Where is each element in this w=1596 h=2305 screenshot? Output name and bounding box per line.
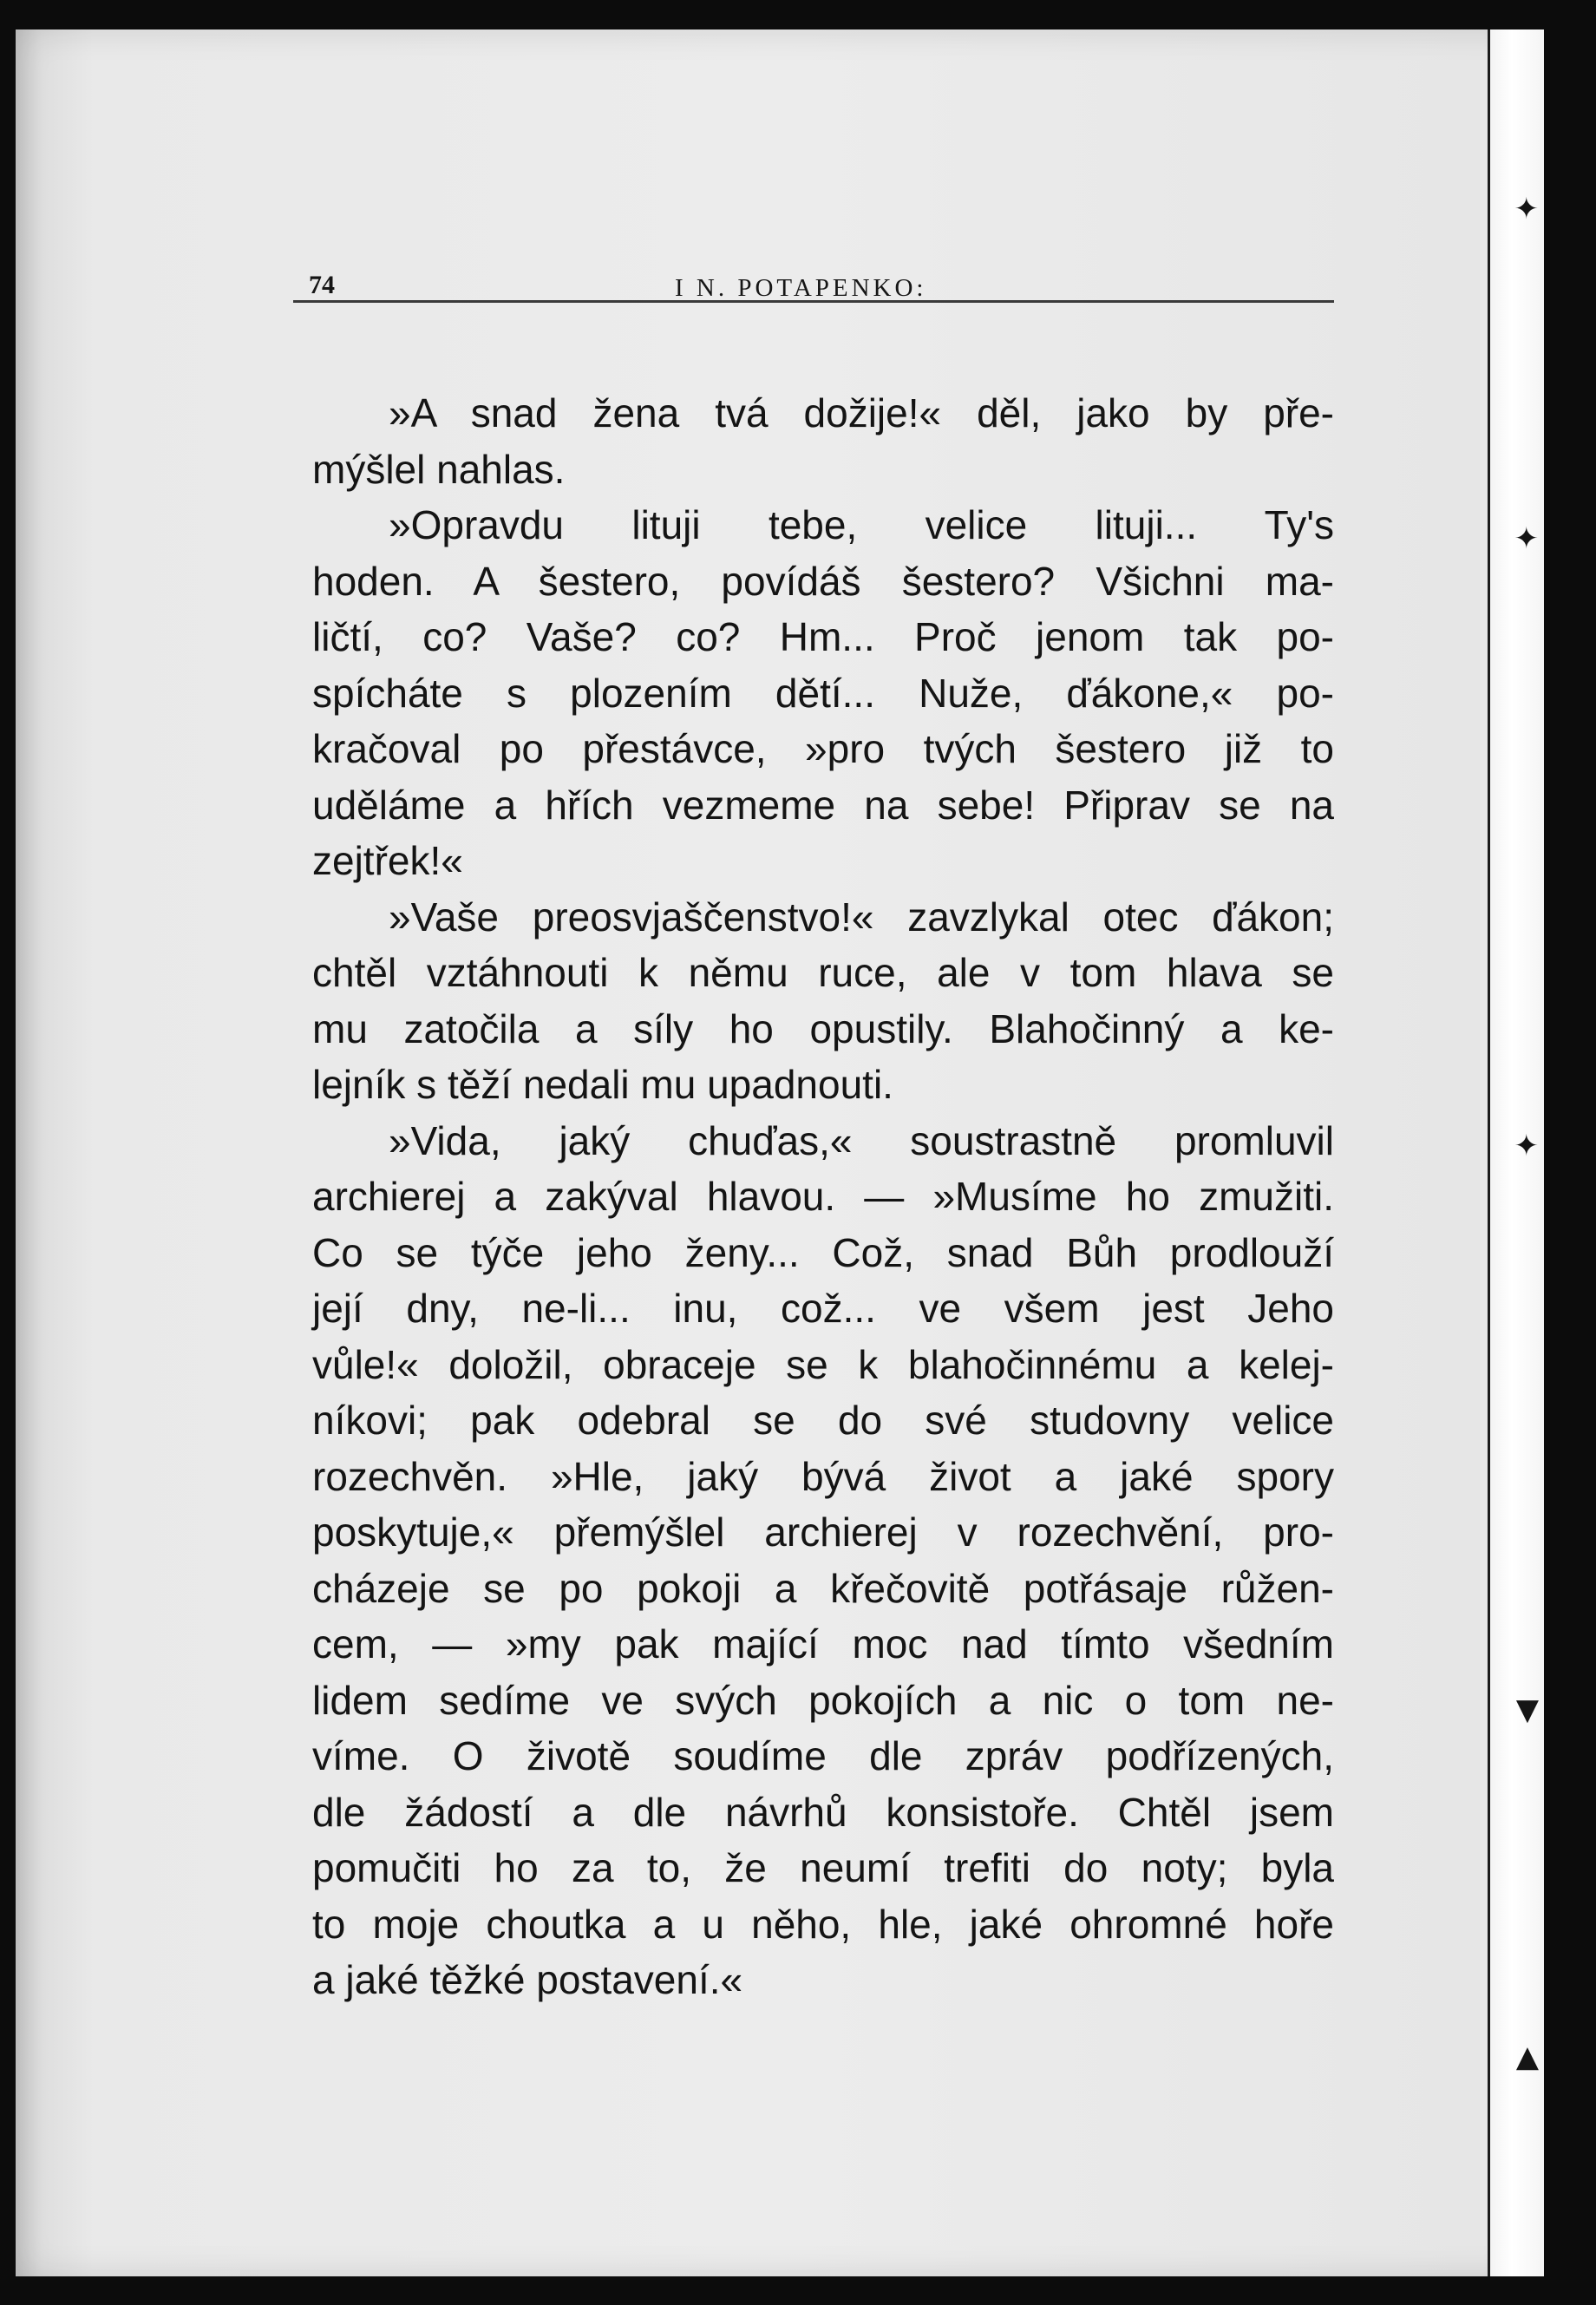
text-line: kračoval po přestávce, »pro tvých šestero již to (312, 726, 1334, 771)
text-line: dle žádostí a dle návrhů konsistoře. Chtěl jsem (312, 1789, 1334, 1835)
binding-mark-icon: ▼ (1515, 1693, 1539, 1727)
running-head: I N. POTAPENKO: (675, 274, 927, 302)
text-line: »Vaše preosvjaščenstvo!« zavzlykal otec ďákon; (389, 894, 1334, 940)
text-line: mýšlel nahlas. (312, 446, 566, 492)
text-line: vůle!« doložil, obraceje se k blahočinnému a kelej- (312, 1341, 1334, 1387)
text-line: archierej a zakýval hlavou. — »Musíme ho zmužiti. (312, 1174, 1334, 1219)
binding-mark-icon: ✦ (1514, 521, 1539, 556)
book-page (16, 29, 1544, 2276)
text-line: »Vida, jaký chuďas,« soustrastně promluvil (389, 1117, 1334, 1163)
body-text (312, 385, 1334, 2008)
binding-mark-icon: ✦ (1514, 1129, 1539, 1163)
binding-mark-icon: ✦ (1514, 192, 1539, 226)
text-line: lejník s těží nedali mu upadnouti. (312, 1062, 893, 1107)
text-line: spícháte s plozením dětí... Nuže, ďákone,« po- (312, 670, 1334, 716)
text-line: zejtřek!« (312, 838, 463, 883)
text-line: cházeje se po pokoji a křečovitě potřásaje růžen- (312, 1565, 1334, 1611)
text-line: její dny, ne-li... inu, což... ve všem jest Jeho (312, 1286, 1334, 1331)
text-line: lidem sedíme ve svých pokojích a nic o tom ne- (312, 1677, 1334, 1723)
text-line: »A snad žena tvá dožije!« děl, jako by pře- (389, 390, 1334, 435)
text-line: rozechvěn. »Hle, jaký bývá život a jaké spory (312, 1453, 1334, 1499)
binding-gutter (1488, 29, 1544, 2276)
text-line: »Opravdu lituji tebe, velice lituji... Ty's (389, 502, 1334, 547)
text-line: víme. O životě soudíme dle zpráv podřízených, (312, 1733, 1334, 1778)
text-line: a jaké těžké postavení.« (312, 1957, 743, 2002)
page-header (293, 245, 1334, 303)
text-line: níkovi; pak odebral se do své studovny velice (312, 1398, 1334, 1443)
text-line: mu zatočila a síly ho opustily. Blahočinný a ke- (312, 1005, 1334, 1051)
text-line: poskytuje,« přemýšlel archierej v rozechvění, pro- (312, 1509, 1334, 1555)
text-line: to moje choutka a u něho, hle, jaké ohromné hoře (312, 1901, 1334, 1947)
text-line: hoden. A šestero, povídáš šestero? Všichni ma- (312, 558, 1334, 604)
binding-mark-icon: ▲ (1515, 2040, 1539, 2074)
text-line: pomučiti ho za to, že neumí trefiti do noty; byla (312, 1845, 1334, 1890)
text-line: Co se týče jeho ženy... Což, snad Bůh prodlouží (312, 1229, 1334, 1275)
text-line: chtěl vztáhnouti k němu ruce, ale v tom hlava se (312, 950, 1334, 995)
text-line: cem, — »my pak mající moc nad tímto všedním (312, 1621, 1334, 1667)
text-line: uděláme a hřích vezmeme na sebe! Připrav se na (312, 782, 1334, 828)
text-line: ličtí, co? Vaše? co? Hm... Proč jenom tak po- (312, 614, 1334, 659)
page-number: 74 (309, 271, 335, 299)
